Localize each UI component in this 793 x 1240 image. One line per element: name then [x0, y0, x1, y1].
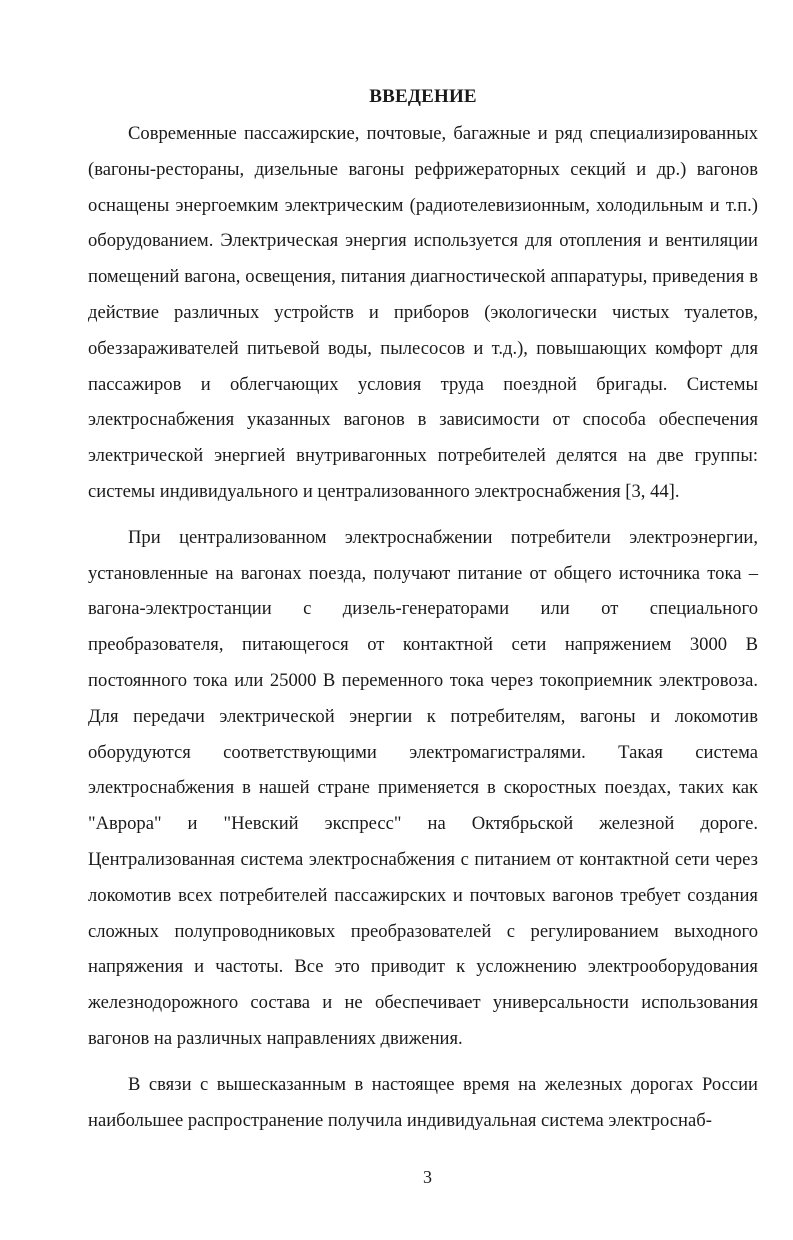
paragraph-centralized: При централизованном электроснабжении потребители электроэнергии, установленные на вагонах поезда, получают питание от общего источника тока – вагона-электростанции с дизель-генераторами или от специального преобразователя, питающегося от контактной сети напряжением 3000 В постоянного тока или 25000 В переменного тока через токоприемник электровоза. Для передачи электрической энергии к потребителям, вагоны и локомотив оборудуются соответствующими электромагистралями. Такая система электроснабжения в нашей стране применяется в скоростных поездах, таких как "Аврора" и "Невский экспресс" на Октябрьской железной дороге. Централизованная система электроснабжения с питанием от контактной сети через локомотив всех потребителей пассажирских и почтовых вагонов требует создания сложных полупроводниковых преобразователей с регулированием выходного напряжения и частоты. Все это приводит к усложнению электрооборудования железнодорожного состава и не обеспечивает универсальности использования вагонов на различных направлениях движения.	[88, 526, 758, 1049]
document-title: ВВЕДЕНИЕ	[369, 86, 477, 107]
page-number: 3	[423, 1167, 432, 1187]
paragraph-intro: Современные пассажирские, почтовые, багажные и ряд специализированных (вагоны-рестораны, дизельные вагоны рефрижераторных секций и др.) вагонов оснащены энергоемким электрическим (радиотелевизионным, холодильным и т.п.) оборудованием. Электрическая энергия используется для отопления и вентиляции помещений вагона, освещения, питания диагностической аппаратуры, приведения в действие различных устройств и приборов (экологически чистых туалетов, обеззараживателей питьевой воды, пылесосов и т.д.), повышающих комфорт для пассажиров и облегчающих условия труда поездной бригады. Системы электроснабжения указанных вагонов в зависимости от способа обеспечения электрической энергией внутривагонных потребителей делятся на две группы: системы индивидуального и централизованного электроснабжения [3, 44].	[88, 123, 758, 502]
document-page	[88, 84, 758, 1148]
paragraph-individual: В связи с вышесказанным в настоящее время на железных дорогах России наибольшее распространение получила индивидуальная система электроснаб-	[88, 1073, 758, 1131]
